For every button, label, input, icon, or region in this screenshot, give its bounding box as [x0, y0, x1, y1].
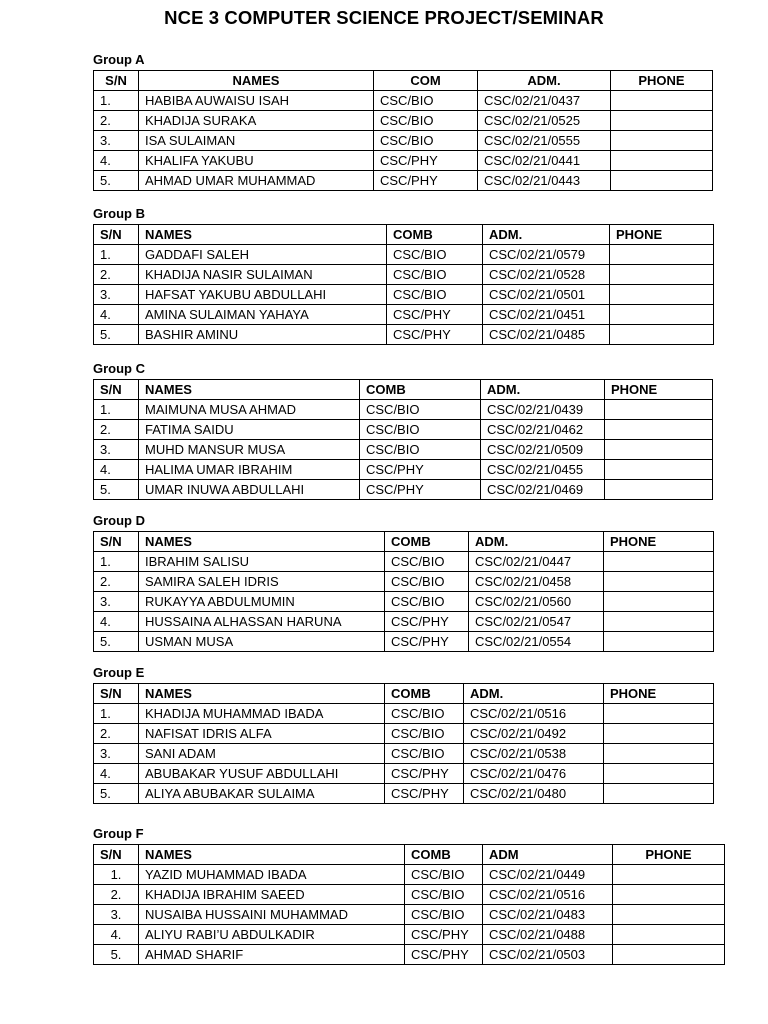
cell-phone — [611, 151, 713, 171]
header-comb: COMB — [385, 684, 464, 704]
table-row — [94, 131, 713, 151]
cell-adm: CSC/02/21/0525 — [478, 111, 611, 131]
cell-comb: CSC/BIO — [374, 111, 478, 131]
header-sn: S/N — [94, 71, 139, 91]
header-comb: COMB — [387, 225, 483, 245]
header-phone: PHONE — [604, 532, 714, 552]
cell-phone — [613, 925, 725, 945]
cell-sn: 2. — [94, 420, 139, 440]
cell-comb: CSC/PHY — [360, 460, 481, 480]
cell-sn: 3. — [94, 592, 139, 612]
cell-adm: CSC/02/21/0516 — [483, 885, 613, 905]
table-header-row — [94, 532, 714, 552]
cell-phone — [604, 724, 714, 744]
table-row — [94, 265, 714, 285]
header-name: NAMES — [139, 225, 387, 245]
cell-name: SANI ADAM — [139, 744, 385, 764]
cell-phone — [610, 265, 714, 285]
table-row — [94, 764, 714, 784]
cell-name: ALIYU RABI’U ABDULKADIR — [139, 925, 405, 945]
table-row — [94, 724, 714, 744]
header-name: NAMES — [139, 380, 360, 400]
cell-comb: CSC/BIO — [360, 400, 481, 420]
cell-adm: CSC/02/21/0439 — [481, 400, 605, 420]
table-row — [94, 151, 713, 171]
cell-adm: CSC/02/21/0476 — [464, 764, 604, 784]
cell-phone — [613, 885, 725, 905]
header-comb: COMB — [405, 845, 483, 865]
table-row — [94, 572, 714, 592]
cell-sn: 4. — [94, 612, 139, 632]
table-row — [94, 245, 714, 265]
header-phone: PHONE — [605, 380, 713, 400]
table-row — [94, 885, 725, 905]
cell-comb: CSC/PHY — [385, 632, 469, 652]
table-row — [94, 171, 713, 191]
header-phone: PHONE — [610, 225, 714, 245]
cell-adm: CSC/02/21/0488 — [483, 925, 613, 945]
cell-comb: CSC/PHY — [405, 925, 483, 945]
cell-adm: CSC/02/21/0554 — [469, 632, 604, 652]
cell-name: KHADIJA MUHAMMAD IBADA — [139, 704, 385, 724]
cell-phone — [605, 460, 713, 480]
table-header-row — [94, 380, 713, 400]
cell-name: KHADIJA NASIR SULAIMAN — [139, 265, 387, 285]
cell-name: SAMIRA SALEH IDRIS — [139, 572, 385, 592]
cell-comb: CSC/BIO — [360, 420, 481, 440]
cell-sn: 4. — [94, 925, 139, 945]
cell-sn: 2. — [94, 572, 139, 592]
cell-comb: CSC/BIO — [385, 592, 469, 612]
cell-comb: CSC/PHY — [387, 305, 483, 325]
header-adm: ADM. — [483, 225, 610, 245]
cell-phone — [610, 285, 714, 305]
table-row — [94, 612, 714, 632]
cell-name: AHMAD SHARIF — [139, 945, 405, 965]
table-row — [94, 925, 725, 945]
cell-sn: 4. — [94, 151, 139, 171]
table-row — [94, 945, 725, 965]
cell-sn: 5. — [94, 784, 139, 804]
group-e-table — [93, 683, 714, 804]
cell-name: HAFSAT YAKUBU ABDULLAHI — [139, 285, 387, 305]
group-f-label: Group F — [93, 826, 144, 841]
table-row — [94, 865, 725, 885]
cell-phone — [610, 245, 714, 265]
cell-adm: CSC/02/21/0485 — [483, 325, 610, 345]
group-c-label: Group C — [93, 361, 145, 376]
cell-phone — [611, 91, 713, 111]
cell-name: KHALIFA YAKUBU — [139, 151, 374, 171]
cell-phone — [604, 632, 714, 652]
cell-name: MUHD MANSUR MUSA — [139, 440, 360, 460]
table-row — [94, 592, 714, 612]
cell-adm: CSC/02/21/0458 — [469, 572, 604, 592]
cell-sn: 1. — [94, 91, 139, 111]
cell-comb: CSC/PHY — [385, 764, 464, 784]
header-adm: ADM. — [464, 684, 604, 704]
cell-sn: 2. — [94, 724, 139, 744]
cell-phone — [610, 305, 714, 325]
cell-sn: 3. — [94, 744, 139, 764]
cell-adm: CSC/02/21/0538 — [464, 744, 604, 764]
cell-sn: 4. — [94, 764, 139, 784]
group-c-table — [93, 379, 713, 500]
cell-phone — [605, 400, 713, 420]
cell-adm: CSC/02/21/0462 — [481, 420, 605, 440]
table-row — [94, 400, 713, 420]
cell-adm: CSC/02/21/0547 — [469, 612, 604, 632]
cell-phone — [604, 612, 714, 632]
cell-phone — [605, 440, 713, 460]
cell-comb: CSC/BIO — [405, 865, 483, 885]
header-sn: S/N — [94, 380, 139, 400]
table-row — [94, 480, 713, 500]
cell-comb: CSC/BIO — [385, 724, 464, 744]
page-title: NCE 3 COMPUTER SCIENCE PROJECT/SEMINAR — [164, 7, 604, 28]
cell-adm: CSC/02/21/0449 — [483, 865, 613, 885]
cell-phone — [605, 480, 713, 500]
cell-phone — [604, 572, 714, 592]
cell-name: NAFISAT IDRIS ALFA — [139, 724, 385, 744]
cell-sn: 1. — [94, 704, 139, 724]
header-comb: COMB — [385, 532, 469, 552]
cell-phone — [610, 325, 714, 345]
table-row — [94, 420, 713, 440]
table-row — [94, 632, 714, 652]
cell-comb: CSC/PHY — [360, 480, 481, 500]
table-row — [94, 440, 713, 460]
header-adm: ADM. — [481, 380, 605, 400]
cell-sn: 1. — [94, 552, 139, 572]
cell-phone — [605, 420, 713, 440]
header-name: NAMES — [139, 532, 385, 552]
table-header-row — [94, 71, 713, 91]
cell-phone — [604, 704, 714, 724]
table-row — [94, 552, 714, 572]
cell-adm: CSC/02/21/0441 — [478, 151, 611, 171]
cell-name: KHADIJA IBRAHIM SAEED — [139, 885, 405, 905]
cell-comb: CSC/BIO — [387, 245, 483, 265]
header-name: NAMES — [139, 845, 405, 865]
cell-phone — [604, 592, 714, 612]
cell-comb: CSC/BIO — [405, 905, 483, 925]
cell-adm: CSC/02/21/0447 — [469, 552, 604, 572]
table-row — [94, 784, 714, 804]
table-header-row — [94, 845, 725, 865]
cell-name: FATIMA SAIDU — [139, 420, 360, 440]
cell-name: BASHIR AMINU — [139, 325, 387, 345]
cell-sn: 3. — [94, 131, 139, 151]
cell-adm: CSC/02/21/0451 — [483, 305, 610, 325]
table-row — [94, 744, 714, 764]
cell-phone — [613, 865, 725, 885]
cell-adm: CSC/02/21/0555 — [478, 131, 611, 151]
header-sn: S/N — [94, 532, 139, 552]
header-name: NAMES — [139, 71, 374, 91]
cell-adm: CSC/02/21/0509 — [481, 440, 605, 460]
cell-name: MAIMUNA MUSA AHMAD — [139, 400, 360, 420]
cell-adm: CSC/02/21/0579 — [483, 245, 610, 265]
cell-name: RUKAYYA ABDULMUMIN — [139, 592, 385, 612]
cell-sn: 2. — [94, 885, 139, 905]
cell-phone — [604, 552, 714, 572]
cell-name: GADDAFI SALEH — [139, 245, 387, 265]
cell-phone — [611, 111, 713, 131]
cell-comb: CSC/PHY — [405, 945, 483, 965]
cell-comb: CSC/BIO — [385, 704, 464, 724]
table-row — [94, 460, 713, 480]
cell-sn: 4. — [94, 460, 139, 480]
cell-comb: CSC/BIO — [374, 131, 478, 151]
cell-comb: CSC/BIO — [405, 885, 483, 905]
cell-name: HUSSAINA ALHASSAN HARUNA — [139, 612, 385, 632]
cell-adm: CSC/02/21/0483 — [483, 905, 613, 925]
group-f-table — [93, 844, 725, 965]
cell-comb: CSC/BIO — [385, 552, 469, 572]
cell-sn: 1. — [94, 245, 139, 265]
table-row — [94, 325, 714, 345]
header-phone: PHONE — [613, 845, 725, 865]
cell-name: ALIYA ABUBAKAR SULAIMA — [139, 784, 385, 804]
cell-adm: CSC/02/21/0480 — [464, 784, 604, 804]
cell-comb: CSC/PHY — [387, 325, 483, 345]
group-d-label: Group D — [93, 513, 145, 528]
cell-sn: 1. — [94, 865, 139, 885]
cell-comb: CSC/BIO — [387, 285, 483, 305]
cell-phone — [604, 744, 714, 764]
cell-adm: CSC/02/21/0560 — [469, 592, 604, 612]
cell-adm: CSC/02/21/0503 — [483, 945, 613, 965]
header-adm: ADM. — [469, 532, 604, 552]
cell-name: HABIBA AUWAISU ISAH — [139, 91, 374, 111]
table-row — [94, 91, 713, 111]
header-comb: COMB — [360, 380, 481, 400]
group-a-label: Group A — [93, 52, 145, 67]
table-header-row — [94, 684, 714, 704]
cell-name: AHMAD UMAR MUHAMMAD — [139, 171, 374, 191]
cell-adm: CSC/02/21/0469 — [481, 480, 605, 500]
cell-sn: 3. — [94, 440, 139, 460]
cell-sn: 5. — [94, 632, 139, 652]
header-sn: S/N — [94, 845, 139, 865]
cell-comb: CSC/PHY — [374, 151, 478, 171]
cell-adm: CSC/02/21/0516 — [464, 704, 604, 724]
cell-sn: 2. — [94, 265, 139, 285]
table-row — [94, 305, 714, 325]
header-sn: S/N — [94, 684, 139, 704]
cell-adm: CSC/02/21/0501 — [483, 285, 610, 305]
header-adm: ADM. — [478, 71, 611, 91]
cell-name: AMINA SULAIMAN YAHAYA — [139, 305, 387, 325]
cell-sn: 5. — [94, 171, 139, 191]
cell-name: YAZID MUHAMMAD IBADA — [139, 865, 405, 885]
cell-sn: 1. — [94, 400, 139, 420]
cell-phone — [604, 784, 714, 804]
header-name: NAMES — [139, 684, 385, 704]
cell-comb: CSC/PHY — [374, 171, 478, 191]
cell-comb: CSC/BIO — [374, 91, 478, 111]
cell-sn: 5. — [94, 945, 139, 965]
cell-adm: CSC/02/21/0528 — [483, 265, 610, 285]
group-e-label: Group E — [93, 665, 145, 680]
header-phone: PHONE — [604, 684, 714, 704]
cell-name: UMAR INUWA ABDULLAHI — [139, 480, 360, 500]
cell-name: ISA SULAIMAN — [139, 131, 374, 151]
cell-comb: CSC/BIO — [385, 744, 464, 764]
table-header-row — [94, 225, 714, 245]
group-d-table — [93, 531, 714, 652]
cell-comb: CSC/PHY — [385, 784, 464, 804]
cell-name: IBRAHIM SALISU — [139, 552, 385, 572]
cell-phone — [613, 905, 725, 925]
header-comb: COM — [374, 71, 478, 91]
cell-adm: CSC/02/21/0437 — [478, 91, 611, 111]
table-row — [94, 704, 714, 724]
group-b-table — [93, 224, 714, 345]
cell-sn: 5. — [94, 325, 139, 345]
group-b-label: Group B — [93, 206, 145, 221]
header-phone: PHONE — [611, 71, 713, 91]
cell-name: HALIMA UMAR IBRAHIM — [139, 460, 360, 480]
cell-phone — [613, 945, 725, 965]
cell-name: NUSAIBA HUSSAINI MUHAMMAD — [139, 905, 405, 925]
cell-name: USMAN MUSA — [139, 632, 385, 652]
cell-sn: 3. — [94, 285, 139, 305]
cell-name: KHADIJA SURAKA — [139, 111, 374, 131]
cell-phone — [611, 171, 713, 191]
cell-sn: 2. — [94, 111, 139, 131]
cell-comb: CSC/PHY — [385, 612, 469, 632]
cell-adm: CSC/02/21/0455 — [481, 460, 605, 480]
cell-adm: CSC/02/21/0443 — [478, 171, 611, 191]
cell-comb: CSC/BIO — [360, 440, 481, 460]
cell-sn: 5. — [94, 480, 139, 500]
table-row — [94, 285, 714, 305]
cell-adm: CSC/02/21/0492 — [464, 724, 604, 744]
table-row — [94, 905, 725, 925]
header-adm: ADM — [483, 845, 613, 865]
header-sn: S/N — [94, 225, 139, 245]
cell-phone — [611, 131, 713, 151]
cell-sn: 3. — [94, 905, 139, 925]
cell-comb: CSC/BIO — [385, 572, 469, 592]
cell-comb: CSC/BIO — [387, 265, 483, 285]
cell-sn: 4. — [94, 305, 139, 325]
cell-name: ABUBAKAR YUSUF ABDULLAHI — [139, 764, 385, 784]
group-a-table — [93, 70, 713, 191]
table-row — [94, 111, 713, 131]
cell-phone — [604, 764, 714, 784]
